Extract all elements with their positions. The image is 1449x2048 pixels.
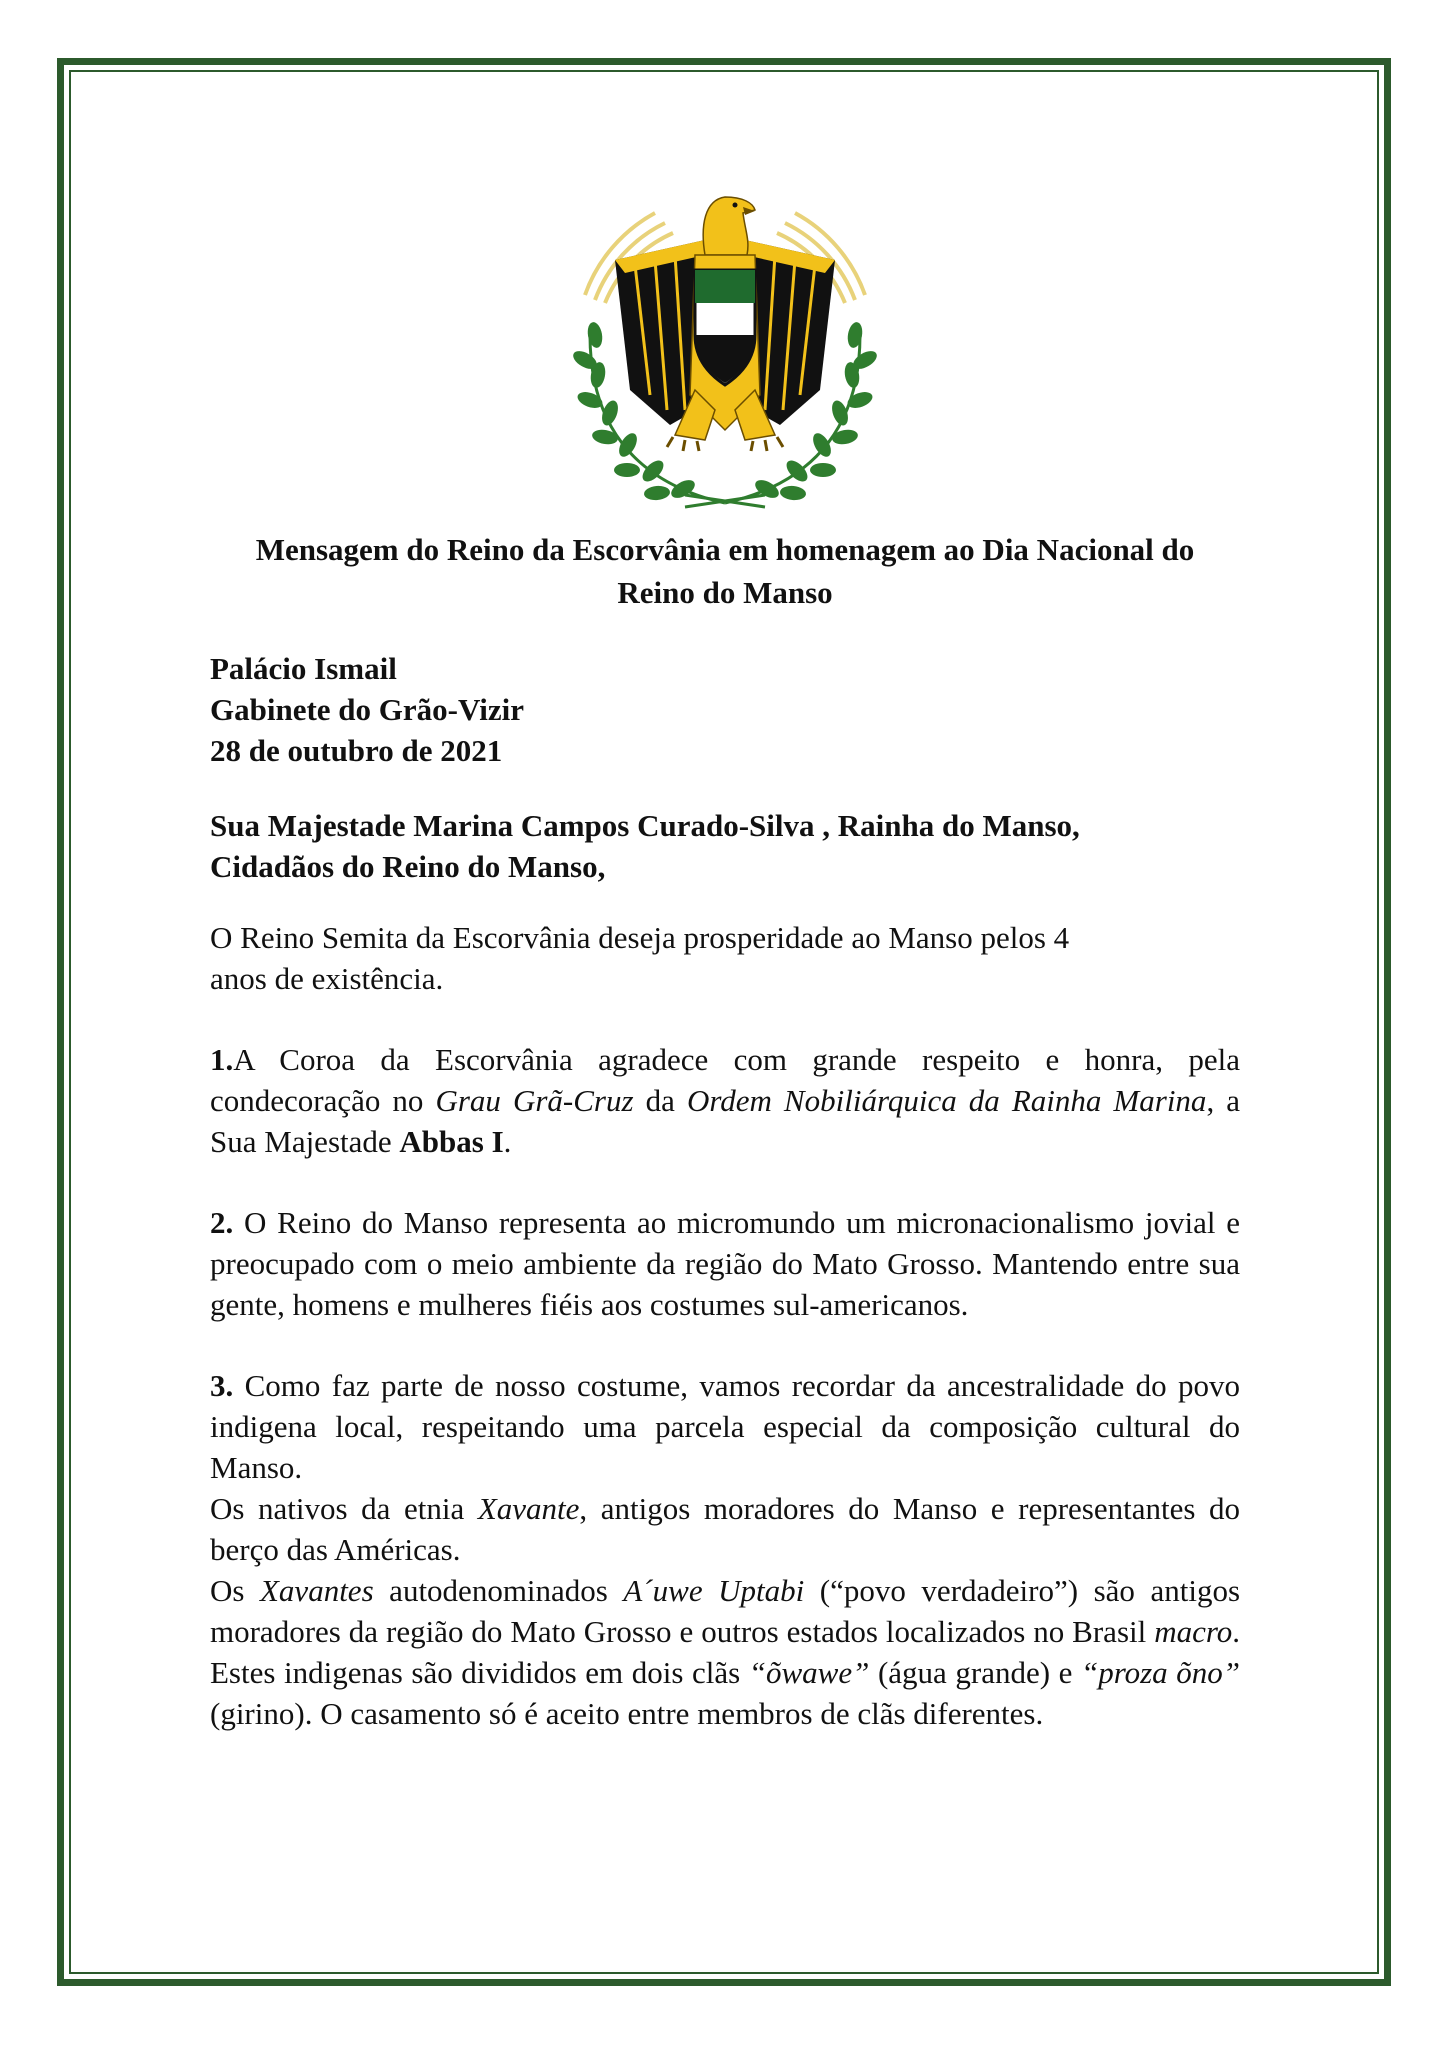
paragraph-text: . Estes indigenas são divididos em dois clãs: [210, 1614, 1240, 1690]
intro-line-2: anos de existência.: [210, 961, 444, 996]
paragraph-text: A Coroa da Escorvânia agradece com grande respeito e honra, pela condecoração no: [210, 1042, 1240, 1118]
paragraph-text: O Reino do Manso representa ao micromundo um micronacionalismo jovial e preocupado com o meio ambiente da região do Mato Grosso. Mantendo entre sua gente, homens e mulheres fiéis aos costumes sul-americanos.: [210, 1205, 1240, 1322]
order-name: Ordem Nobiliárquica da Rainha Marina: [686, 1083, 1207, 1118]
intro-line-1: O Reino Semita da Escorvânia deseja prosperidade ao Manso pelos 4: [210, 920, 1070, 955]
paragraph-text: , antigos moradores do Manso e representantes do berço das Américas.: [210, 1491, 1240, 1567]
title-line-2: Reino do Manso: [617, 575, 833, 610]
letter-header: [210, 648, 1240, 771]
paragraph-text: Os: [210, 1573, 260, 1608]
paragraph-number: 2.: [210, 1205, 234, 1240]
term-macro: macro: [1154, 1614, 1233, 1649]
letter-body: [210, 528, 1240, 1734]
ethnic-name: Xavantes: [260, 1573, 374, 1608]
letter-title: [210, 528, 1240, 614]
clan-name: “proza õno”: [1080, 1655, 1240, 1690]
paragraph-number: 1.: [210, 1042, 234, 1077]
paragraph-text: autodenominados: [373, 1573, 624, 1608]
addressee-line-1: Sua Majestade Marina Campos Curado-Silva , Rainha do Manso,: [210, 808, 1080, 843]
paragraph-3-c: [210, 1570, 1240, 1734]
self-name: A´uwe Uptabi: [623, 1573, 805, 1608]
date: 28 de outubro de 2021: [210, 733, 503, 768]
paragraph-text: , a Sua Majestade: [210, 1083, 1240, 1159]
office: Gabinete do Grão-Vizir: [210, 692, 524, 727]
addressees: [210, 805, 1240, 887]
title-line-1: Mensagem do Reino da Escorvânia em homenagem ao Dia Nacional do: [255, 532, 1195, 567]
grau-name: Grau Grã-Cruz: [435, 1083, 634, 1118]
paragraph-2: [210, 1202, 1240, 1325]
paragraph-text: .: [503, 1124, 512, 1159]
paragraph-3: [210, 1365, 1240, 1734]
clan-name: “õwawe”: [748, 1655, 870, 1690]
addressee-line-2: Cidadãos do Reino do Manso,: [210, 849, 606, 884]
coat-of-arms-emblem: [555, 185, 895, 520]
place: Palácio Ismail: [210, 651, 397, 686]
paragraph-text: Os nativos da etnia: [210, 1491, 478, 1526]
paragraph-number: 3.: [210, 1368, 234, 1403]
intro-paragraph: [210, 917, 1240, 999]
paragraph-text: Como faz parte de nosso costume, vamos recordar da ancestralidade do povo indigena local, respeitando uma parcela especial da composição cultural do Manso.: [210, 1368, 1240, 1485]
paragraph-text: da: [633, 1083, 687, 1118]
ethnic-name: Xavante: [477, 1491, 580, 1526]
paragraph-text: (girino). O casamento só é aceito entre membros de clãs diferentes.: [210, 1696, 1044, 1731]
paragraph-3-b: [210, 1488, 1240, 1570]
paragraph-text: (“povo verdadeiro”) são antigos moradores da região do Mato Grosso e outros estados localizados no Brasil: [210, 1573, 1241, 1649]
king-name: Abbas I: [399, 1124, 504, 1159]
paragraph-3-a: [210, 1365, 1240, 1488]
paragraph-1: [210, 1039, 1240, 1162]
paragraph-text: (água grande) e: [869, 1655, 1081, 1690]
